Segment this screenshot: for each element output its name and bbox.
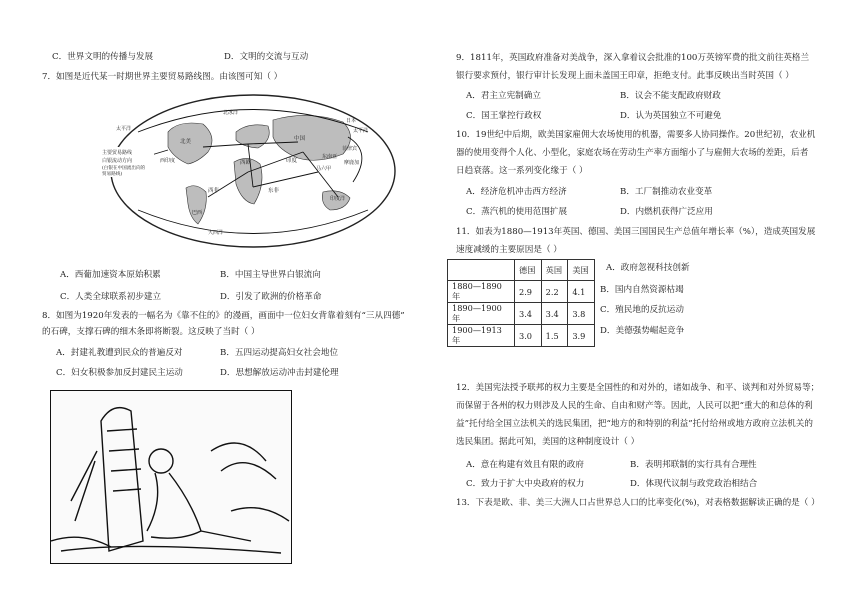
q7-option-c: C．人类全球联系初步建立 xyxy=(60,292,162,302)
q12-stem-line3: 益”托付给全国立法机关的选民集团，把“地方的和特别的利益”托付给州或地方政府立法机关的 xyxy=(456,419,813,429)
table-row xyxy=(448,325,595,347)
q9-option-b: B．议会不能支配政府财政 xyxy=(620,91,721,101)
q10-option-d: D．内燃机获得广泛应用 xyxy=(620,207,713,217)
q12-stem-line2: 而保留于各州的权力则涉及人民的生命、自由和财产等。因此，人民可以把“重大的和总体的利 xyxy=(456,401,813,411)
table-cell: 2.9 xyxy=(515,281,542,303)
q7-option-b: B．中国主导世界白银流向 xyxy=(220,270,321,280)
map-label-indian: 印度洋 xyxy=(330,196,346,202)
map-legend-note: (白银在中国流出向的贸易路线) xyxy=(102,166,146,177)
q8-stem-line2: 的石碑，支撑石碑的细木条即将断裂。这反映了当时（ ） xyxy=(42,327,260,337)
map-label-east-africa: 东非 xyxy=(268,188,280,194)
table-cell: 3.9 xyxy=(568,325,595,347)
q12-stem-line1: 12．美国宪法授予联邦的权力主要是全国性的和对外的，诸如战争、和平、谈判和对外贸易等； xyxy=(456,383,820,393)
table-cell: 1890—1900年 xyxy=(448,303,515,325)
map-label-atlantic: 大西洋 xyxy=(208,230,224,236)
map-label-south-america: 巴西 xyxy=(192,210,203,216)
q11-option-b: B．国内自然资源枯竭 xyxy=(600,285,684,295)
q8-option-b: B．五四运动提高妇女社会地位 xyxy=(220,348,339,358)
cartoon-illustration xyxy=(50,390,292,564)
map-label-southeast-asia: 东南亚 xyxy=(322,154,338,160)
map-label-arctic: 北冰洋 xyxy=(223,110,239,116)
table-cell: 德国 xyxy=(515,260,542,281)
q6-option-d: D．文明的交流与互动 xyxy=(224,52,309,62)
q13-stem: 13．下表是欧、非、美三大洲人口占世界总人口的比率变化(%)，对表格数据解读正确的是（ ） xyxy=(456,498,820,508)
q12-option-b: B．表明邦联制的实行具有合理性 xyxy=(630,460,757,470)
world-trade-map xyxy=(102,92,398,250)
q12-option-a: A．意在构建有效且有限的政府 xyxy=(466,460,584,470)
q7-option-d: D．引发了欧洲的价格革命 xyxy=(220,292,322,302)
q10-option-b: B．工厂制推动农业变革 xyxy=(620,187,713,197)
table-header-row xyxy=(448,260,595,281)
table-cell: 1880—1890年 xyxy=(448,281,515,303)
q11-option-a: A．政府忽视科技创新 xyxy=(606,263,690,273)
table-cell: 英国 xyxy=(541,260,568,281)
q8-stem-line1: 8．如图为1920年发表的一幅名为《靠不住的》的漫画，画面中一位妇女背靠着刻有“三从四德” xyxy=(42,311,405,321)
table-cell: 3.4 xyxy=(515,303,542,325)
map-label-west-africa: 西非 xyxy=(208,188,220,194)
q11-stem-line2: 速度减缓的主要原因是（ ） xyxy=(456,245,562,255)
q11-stem-line1: 11．如表为1880—1913年英国、德国、美国三国国民生产总值年增长率（%），造成英国发展 xyxy=(456,227,816,237)
map-label-west-indies: 西印度 xyxy=(160,158,176,164)
table-cell: 3.8 xyxy=(568,303,595,325)
table-row xyxy=(448,281,595,303)
table-cell: 3.0 xyxy=(515,325,542,347)
map-label-pacific-right: 太平洋 xyxy=(353,128,369,134)
map-label-west-europe: 西欧 xyxy=(240,160,252,166)
table-cell: 美国 xyxy=(568,260,595,281)
q6-option-c: C．世界文明的传播与发展 xyxy=(52,52,154,62)
q10-option-a: A．经济危机冲击西方经济 xyxy=(466,187,567,197)
q11-option-c: C．殖民地的反抗运动 xyxy=(600,305,684,315)
q10-option-c: C．蒸汽机的使用范围扩展 xyxy=(466,207,568,217)
map-legend-silver: 白银流动方向 xyxy=(102,158,133,164)
table-cell: 2.2 xyxy=(541,281,568,303)
map-label-north-america: 北美 xyxy=(180,139,192,145)
q10-stem-line2: 器的使用变得个人化、小型化，家庭农场在劳动生产率方面缩小了与雇佣大农场的差距，后者 xyxy=(456,148,809,158)
q9-stem-line2: 银行要求预付，银行审计长发现上面未盖国王印章，拒绝支付。此事反映出当时英国（ ） xyxy=(456,71,794,81)
q10-stem-line1: 10．19世纪中后期，欧美国家雇佣大农场使用的机器，需要多人协同操作。20世纪初，农业机 xyxy=(456,130,816,140)
map-label-malacca: 马六甲 xyxy=(316,166,332,172)
map-label-india: 印度 xyxy=(286,158,298,164)
table-cell: 4.1 xyxy=(568,281,595,303)
table-cell: 1900—1913年 xyxy=(448,325,515,347)
gdp-growth-table xyxy=(447,259,595,347)
q7-stem: 7．如图是近代某一时期世界主要贸易路线图。由该图可知（ ） xyxy=(42,72,283,82)
q9-option-d: D．认为英国独立不可避免 xyxy=(620,111,722,121)
q7-option-a: A．西葡加速资本原始积累 xyxy=(60,270,161,280)
q8-option-d: D．思想解放运动冲击封建伦理 xyxy=(220,368,339,378)
q10-stem-line3: 日趋衰落。这一系列变化缘于（ ） xyxy=(456,166,588,176)
q11-option-d: D．美德强势崛起竞争 xyxy=(600,326,685,336)
table-cell: 1.5 xyxy=(541,325,568,347)
map-label-moluccas: 摩鹿加 xyxy=(344,160,360,166)
map-label-china: 中国 xyxy=(294,136,306,142)
q12-option-c: C．致力于扩大中央政府的权力 xyxy=(466,479,585,489)
map-label-japan: 日本 xyxy=(346,118,357,124)
table-cell: 3.4 xyxy=(541,303,568,325)
q8-option-c: C．妇女积极参加反封建民主运动 xyxy=(56,368,183,378)
q12-stem-line4: 选民集团。据此可知，美国的这种制度设计（ ） xyxy=(456,437,640,447)
q9-option-c: C．国王掌控行政权 xyxy=(466,111,542,121)
q8-option-a: A．封建礼教遭到民众的普遍反对 xyxy=(56,348,183,358)
map-legend-title: 主要贸易路线 xyxy=(102,150,133,156)
map-label-philippines: 菲律宾 xyxy=(342,146,358,152)
q12-option-d: D．体现代议制与政党政治相结合 xyxy=(630,479,758,489)
table-row xyxy=(448,303,595,325)
q9-stem-line1: 9．1811年，英国政府准备对美战争，深入拿着议会批准的100万英镑军费的批文前往英格兰 xyxy=(456,53,810,63)
map-label-pacific-left: 太平洋 xyxy=(116,126,132,132)
q9-option-a: A．君主立宪制确立 xyxy=(466,91,541,101)
table-cell xyxy=(448,260,515,281)
